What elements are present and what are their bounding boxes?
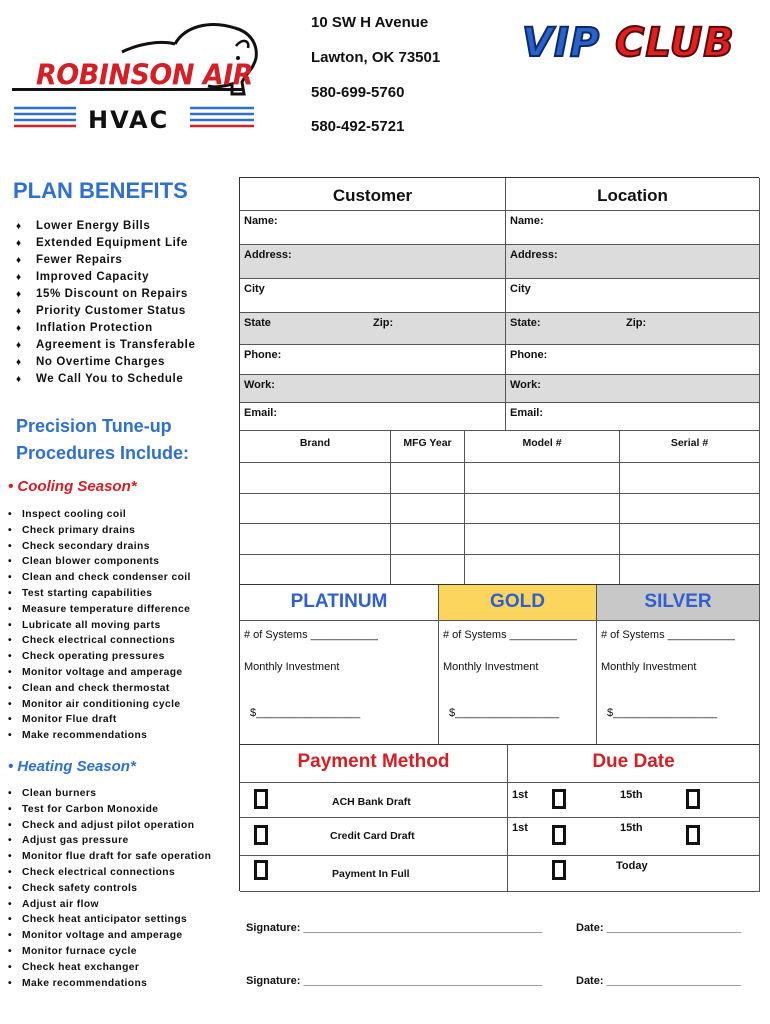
credit-due-row <box>508 818 760 856</box>
equipment-cell[interactable] <box>391 494 465 525</box>
bullet-icon: • <box>8 946 13 957</box>
equipment-cell[interactable] <box>391 555 465 586</box>
cooling-item <box>8 604 190 615</box>
bullet-icon: ♦ <box>16 306 22 317</box>
bullet-icon: • <box>8 588 13 599</box>
cooling-label: Check electrical connections <box>22 635 176 647</box>
credit-fifteenth-checkbox[interactable] <box>686 825 700 845</box>
company-name: ROBINSON AIR <box>36 59 254 92</box>
procedures-title <box>16 413 189 467</box>
equipment-cell[interactable] <box>620 494 760 525</box>
bullet-icon: • <box>8 682 13 694</box>
bullet-icon: • <box>8 556 13 568</box>
customer-email-field[interactable]: Email: <box>240 403 506 431</box>
bullet-icon: ♦ <box>16 255 22 266</box>
serial-header: Serial # <box>620 431 760 463</box>
benefit-item <box>16 339 195 351</box>
equipment-cell[interactable] <box>465 463 620 494</box>
due-date-header: Due Date <box>508 745 760 783</box>
gold-header: GOLD <box>439 585 597 621</box>
credit-label: Credit Card Draft <box>330 830 415 842</box>
gold-amount[interactable]: $_________________ <box>449 707 560 719</box>
bullet-icon: • <box>8 667 13 678</box>
address-line1: 10 SW H Avenue <box>311 14 429 31</box>
bullet-icon: ♦ <box>16 323 22 334</box>
benefit-item <box>16 288 188 300</box>
cooling-item <box>8 620 161 631</box>
vip-club-banner <box>522 20 735 66</box>
ach-fifteenth-label: 15th <box>620 789 643 801</box>
ach-row <box>240 783 508 818</box>
heating-label: Monitor voltage and amperage <box>22 930 183 942</box>
customer-state-zip-field[interactable] <box>240 313 506 345</box>
cooling-item <box>8 635 175 646</box>
benefit-label: Agreement is Transferable <box>36 339 196 351</box>
address-line2: Lawton, OK 73501 <box>311 49 441 66</box>
customer-name-field[interactable]: Name: <box>240 211 506 245</box>
silver-plan-cell[interactable] <box>597 621 760 745</box>
full-due-row <box>508 856 760 892</box>
benefit-label: 15% Discount on Repairs <box>36 288 188 300</box>
bullet-icon: • <box>8 819 13 831</box>
benefit-item <box>16 305 186 317</box>
company-division: HVAC <box>88 106 170 134</box>
location-phone-field[interactable]: Phone: <box>506 345 760 375</box>
payment-method-header: Payment Method <box>240 745 508 783</box>
equipment-cell[interactable] <box>240 555 391 586</box>
bullet-icon: ♦ <box>16 221 22 232</box>
bullet-icon: • <box>8 835 13 847</box>
heating-label: Check and adjust pilot operation <box>22 819 195 831</box>
location-zip-label: Zip: <box>626 317 647 329</box>
heating-label: Check heat anticipator settings <box>22 914 188 926</box>
bullet-icon: • <box>8 961 13 973</box>
cooling-label: Monitor air conditioning cycle <box>22 698 181 710</box>
equipment-cell[interactable] <box>240 524 391 555</box>
payment-table <box>239 744 759 891</box>
benefit-label: We Call You to Schedule <box>36 373 184 385</box>
gold-monthly: Monthly Investment <box>443 661 539 673</box>
equipment-cell[interactable] <box>240 463 391 494</box>
heating-item <box>8 946 137 957</box>
heating-label: Adjust gas pressure <box>22 835 129 847</box>
bullet-icon: ♦ <box>16 272 22 283</box>
bullet-icon: • <box>8 788 13 799</box>
vip-text: VIP <box>522 20 601 66</box>
location-header: Location <box>506 178 760 211</box>
credit-checkbox[interactable] <box>254 825 268 845</box>
platinum-plan-cell[interactable] <box>240 621 439 745</box>
credit-first-label: 1st <box>512 822 528 834</box>
equipment-cell[interactable] <box>391 463 465 494</box>
bullet-icon: • <box>8 635 13 647</box>
bullet-icon: • <box>8 882 13 894</box>
bullet-icon: • <box>8 730 13 742</box>
heating-item <box>8 851 211 862</box>
heating-label: Monitor flue draft for safe operation <box>22 851 212 863</box>
bullet-icon: • <box>8 509 13 520</box>
full-checkbox[interactable] <box>254 860 268 880</box>
cooling-item <box>8 714 117 725</box>
equipment-cell[interactable] <box>620 463 760 494</box>
silver-header: SILVER <box>597 585 760 621</box>
bullet-icon: ♦ <box>16 340 22 351</box>
bullet-icon: • <box>8 977 13 989</box>
location-address-field[interactable]: Address: <box>506 245 760 279</box>
cooling-label: Monitor voltage and amperage <box>22 667 183 678</box>
bullet-icon: • <box>8 803 13 815</box>
equipment-cell[interactable] <box>620 555 760 586</box>
cooling-label: Inspect cooling coil <box>22 509 127 520</box>
ach-label: ACH Bank Draft <box>332 796 411 808</box>
benefit-label: Inflation Protection <box>36 322 153 334</box>
bullet-icon: ♦ <box>16 238 22 249</box>
equipment-cell[interactable] <box>465 494 620 525</box>
plan-benefits-title: PLAN BENEFITS <box>13 178 188 203</box>
procedures-title-line1: Precision Tune-up <box>16 416 172 436</box>
cooling-label: Make recommendations <box>22 730 148 742</box>
cooling-item <box>8 556 159 567</box>
benefit-item <box>16 373 183 385</box>
cooling-item <box>8 588 152 599</box>
benefit-label: Lower Energy Bills <box>36 220 151 232</box>
today-checkbox[interactable] <box>552 860 566 880</box>
bullet-icon: • <box>8 572 13 584</box>
cooling-item <box>8 699 180 710</box>
benefit-item <box>16 271 149 283</box>
bullet-icon: • <box>8 851 13 863</box>
cooling-item <box>8 651 165 662</box>
mfg-year-header: MFG Year <box>391 431 465 463</box>
benefit-item <box>16 237 188 249</box>
phone-1: 580-699-5760 <box>311 84 405 101</box>
company-logo <box>10 14 260 132</box>
signature-line-2[interactable]: Signature: _______________________________________ <box>246 975 543 987</box>
cooling-label: Monitor Flue draft <box>22 714 117 726</box>
heating-item <box>8 899 99 910</box>
cooling-label: Measure temperature difference <box>22 603 191 615</box>
heating-item <box>8 914 187 925</box>
heating-label: Check electrical connections <box>22 867 176 878</box>
ach-first-label: 1st <box>512 789 528 801</box>
heating-label: Monitor furnace cycle <box>22 946 137 957</box>
platinum-systems[interactable]: # of Systems ___________ <box>244 629 378 641</box>
platinum-header: PLATINUM <box>240 585 439 621</box>
cooling-label: Check operating pressures <box>22 651 165 663</box>
benefit-item <box>16 356 165 368</box>
customer-header: Customer <box>240 178 506 211</box>
customer-phone-field[interactable]: Phone: <box>240 345 506 375</box>
gold-systems[interactable]: # of Systems ___________ <box>443 629 577 641</box>
customer-address-field[interactable]: Address: <box>240 245 506 279</box>
silver-monthly: Monthly Investment <box>601 661 697 673</box>
bullet-icon: • <box>8 914 13 926</box>
customer-zip-label: Zip: <box>373 317 394 329</box>
heating-label: Check safety controls <box>22 882 138 894</box>
heating-label: Adjust air flow <box>22 898 99 910</box>
credit-fifteenth-label: 15th <box>620 822 643 834</box>
gold-plan-cell[interactable] <box>439 621 597 745</box>
date-line-2[interactable]: Date: ______________________ <box>576 975 742 987</box>
cooling-label: Lubricate all moving parts <box>22 619 161 631</box>
customer-location-table <box>239 177 759 584</box>
cooling-item <box>8 509 126 520</box>
benefit-label: Fewer Repairs <box>36 254 123 266</box>
ach-checkbox[interactable] <box>254 789 268 809</box>
bullet-icon: ♦ <box>16 357 22 368</box>
cooling-item <box>8 683 170 694</box>
heating-item <box>8 883 137 894</box>
heating-label: Check heat exchanger <box>22 961 140 973</box>
ach-fifteenth-checkbox[interactable] <box>686 789 700 809</box>
cooling-item <box>8 730 147 741</box>
bullet-icon: • <box>8 603 13 615</box>
bullet-icon: • <box>8 524 13 536</box>
cooling-season-title: • Cooling Season* <box>8 478 137 495</box>
credit-row <box>240 818 508 856</box>
brand-header: Brand <box>240 431 391 463</box>
heating-item <box>8 820 194 831</box>
cooling-label: Clean blower components <box>22 556 160 568</box>
bullet-icon: ♦ <box>16 289 22 300</box>
heating-item <box>8 804 158 815</box>
location-state-zip-field[interactable] <box>506 313 760 345</box>
cooling-label: Check secondary drains <box>22 540 150 552</box>
location-city-field[interactable]: City <box>506 279 760 313</box>
benefit-label: Improved Capacity <box>36 271 150 283</box>
benefit-label: Extended Equipment Life <box>36 237 188 249</box>
heating-item <box>8 978 147 989</box>
bullet-icon: • <box>8 540 13 552</box>
equipment-cell[interactable] <box>465 524 620 555</box>
cooling-item <box>8 572 191 583</box>
bullet-icon: • <box>8 714 13 726</box>
cooling-label: Clean and check condenser coil <box>22 572 191 584</box>
today-label: Today <box>616 860 648 872</box>
heating-item <box>8 788 96 799</box>
bullet-icon: • <box>8 898 13 910</box>
customer-work-field[interactable]: Work: <box>240 375 506 403</box>
signature-line-1[interactable]: Signature: _______________________________________ <box>246 922 543 934</box>
equipment-cell[interactable] <box>240 494 391 525</box>
credit-first-checkbox[interactable] <box>552 825 566 845</box>
benefit-item <box>16 220 150 232</box>
silver-systems[interactable]: # of Systems ___________ <box>601 629 735 641</box>
cooling-item <box>8 525 135 536</box>
location-state-label: State: <box>510 317 541 329</box>
equipment-cell[interactable] <box>391 524 465 555</box>
heating-item <box>8 835 129 846</box>
bullet-icon: • <box>8 651 13 663</box>
platinum-amount[interactable]: $_________________ <box>250 707 361 719</box>
location-name-field[interactable]: Name: <box>506 211 760 245</box>
location-work-field[interactable]: Work: <box>506 375 760 403</box>
heating-item <box>8 930 183 941</box>
customer-city-field[interactable]: City <box>240 279 506 313</box>
model-header: Model # <box>465 431 620 463</box>
cooling-label: Clean and check thermostat <box>22 682 170 694</box>
bullet-icon: • <box>8 619 13 631</box>
ach-due-row <box>508 783 760 818</box>
cooling-item <box>8 541 150 552</box>
customer-state-label: State <box>244 317 271 329</box>
platinum-monthly: Monthly Investment <box>244 661 340 673</box>
equipment-cell[interactable] <box>465 555 620 586</box>
bullet-icon: ♦ <box>16 374 22 385</box>
benefit-label: No Overtime Charges <box>36 356 165 368</box>
benefit-label: Priority Customer Status <box>36 305 186 317</box>
cooling-label: Test starting capabilities <box>22 588 153 599</box>
bullet-icon: • <box>8 930 13 942</box>
date-line-1[interactable]: Date: ______________________ <box>576 922 742 934</box>
heating-item <box>8 962 139 973</box>
benefit-item <box>16 254 122 266</box>
cooling-item <box>8 667 183 678</box>
club-text: CLUB <box>615 20 735 66</box>
benefit-item <box>16 322 153 334</box>
cooling-label: Check primary drains <box>22 524 136 536</box>
bullet-icon: • <box>8 867 13 878</box>
heating-label: Test for Carbon Monoxide <box>22 803 159 815</box>
bullet-icon: • <box>8 698 13 710</box>
heating-label: Clean burners <box>22 788 97 799</box>
silver-amount[interactable]: $_________________ <box>607 707 718 719</box>
heating-item <box>8 867 175 878</box>
ach-first-checkbox[interactable] <box>552 789 566 809</box>
full-row <box>240 856 508 892</box>
heating-season-title: • Heating Season* <box>8 758 136 775</box>
equipment-cell[interactable] <box>620 524 760 555</box>
phone-2: 580-492-5721 <box>311 118 405 135</box>
procedures-title-line2: Procedures Include: <box>16 443 190 463</box>
heating-label: Make recommendations <box>22 977 148 989</box>
location-email-field[interactable]: Email: <box>506 403 760 431</box>
plans-table <box>239 584 759 744</box>
full-label: Payment In Full <box>332 868 410 880</box>
